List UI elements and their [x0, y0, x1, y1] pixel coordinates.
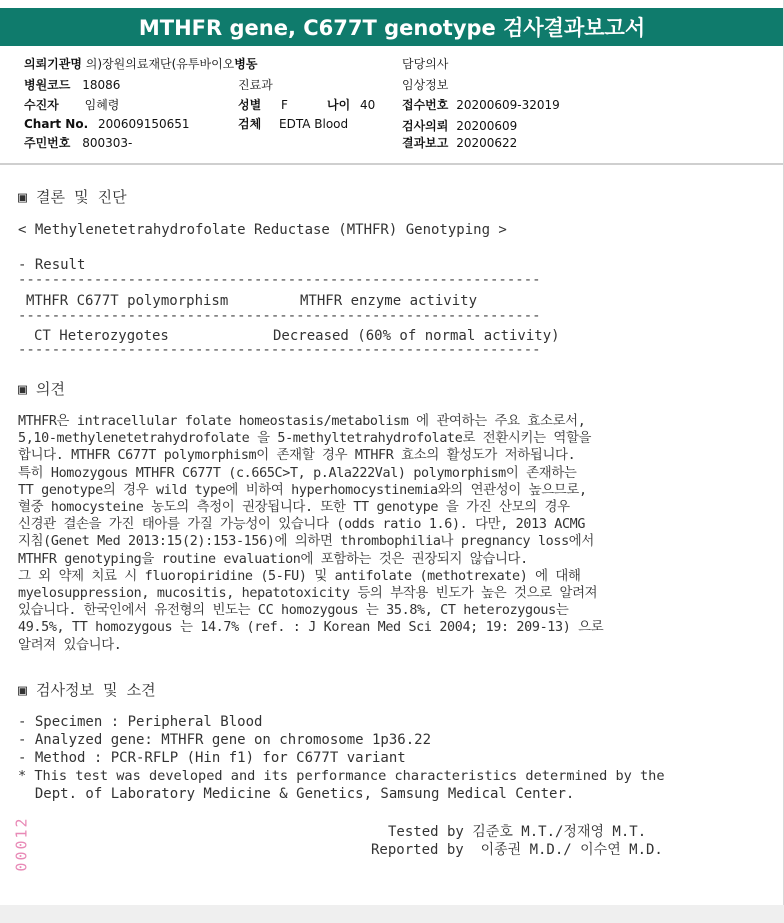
testinfo-heading: ▣ 검사정보 및 소견	[18, 681, 156, 699]
sex-value: F	[281, 98, 288, 112]
bottom-bar	[0, 905, 784, 923]
resident-no-label: 주민번호	[24, 136, 71, 150]
chart-no-value: 200609150651	[97, 117, 190, 131]
col2-header: MTHFR enzyme activity	[300, 293, 478, 309]
col1-value: CT Heterozygotes	[34, 328, 169, 344]
institution-row	[24, 55, 257, 72]
specimen-label: 검체	[238, 117, 262, 131]
department-label: 진료과	[238, 78, 273, 92]
receipt-no-label: 접수번호	[402, 98, 449, 112]
request-date-row	[402, 117, 517, 134]
clinical-info-label: 임상정보	[402, 78, 449, 92]
specimen-value: EDTA Blood	[279, 117, 349, 131]
result-label: - Result	[18, 257, 86, 273]
resident-no-value: 800303-	[82, 136, 133, 150]
report-title: MTHFR gene, C677T genotype 검사결과보고서	[0, 8, 784, 46]
specimen-line: - Specimen : Peripheral Blood	[18, 714, 263, 730]
note-line-2: Dept. of Laboratory Medicine & Genetics, Samsung Medical Center.	[18, 786, 575, 802]
col1-header: MTHFR C677T polymorphism	[26, 293, 229, 309]
hospital-code-row	[24, 76, 120, 93]
opinion-text: MTHFR은 intracellular folate homeostasis/metabolism 에 관여하는 주요 효소로서, 5,10-methylenetetrahydrofolate 을 5-methyltetrahydrofolate로 전환시키는 역할을 합니다. MTHFR C677T polymorphism이 존재할 경우 MTHFR 효소의 활성도가 저하됩니다. 특히 Homozygous MTHFR C677T (c.665C>T, p.Ala222Val) polymorphism이 존재하는 TT genotype의 경우 wild type에 비하여 hyperhomocystinemia와의 연관성이 높으므로, 혈중 homocysteine 농도의 측정이 권장됩니다. 또한 TT genotype 을 가진 산모의 경우 신경관 결손을 가진 태아를 가질 가능성이 있습니다 (odds ratio 1.6). 다만, 2013 ACMG 지침(Genet Med 2013:15(2):153-156)에 의하면 thrombophilia나 pregnancy loss에서 MTHFR genotyping을 routine evaluation에 포함하는 것은 권장되지 않습니다. 그 외 약제 치료 시 fluoropiridine (5-FU) 및 antifolate (methotrexate) 에 대해 myelosuppression, mucositis, hepatotoxicity 등의 부작용 빈도가 높은 것으로 알려져 있습니다. 한국인에서 유전형의 빈도는 CC homozygous 는 35.8%, CT heterozygous는 49.5%, TT homozygous 는 14.7% (ref. : J Korean Med Sci 2004; 19: 209-13) 으로 알려져 있습니다.	[18, 414, 604, 653]
reported-by: Reported by 이종권 M.D./ 이수연 M.D.	[371, 842, 663, 858]
note-line-1: * This test was developed and its performance characteristics determined by the	[18, 768, 665, 784]
receipt-no-value: 20200609-32019	[456, 98, 560, 112]
chart-no-label: Chart No.	[24, 117, 89, 131]
header-divider	[0, 163, 784, 165]
recipient-label: 수진자	[24, 98, 59, 112]
method-line: - Method : PCR-RFLP (Hin f1) for C677T variant	[18, 750, 406, 766]
hospital-code-label: 병원코드	[24, 78, 71, 92]
report-date-row	[402, 134, 517, 151]
ward-label: 병동	[234, 57, 258, 71]
request-date-label: 검사의뢰	[402, 119, 449, 133]
chart-no-row	[24, 117, 190, 131]
report-date-value: 20200622	[456, 136, 518, 150]
side-page-number: 00012	[12, 816, 31, 872]
receipt-no-row	[402, 96, 560, 113]
age-value: 40	[360, 98, 376, 112]
table-divider-top: --------------------------------------------------------------	[18, 272, 541, 288]
table-divider-bottom: --------------------------------------------------------------	[18, 342, 541, 358]
report-date-label: 결과보고	[402, 136, 449, 150]
col2-value: Decreased (60% of normal activity)	[273, 328, 560, 344]
sex-label: 성별	[238, 98, 262, 112]
opinion-heading: ▣ 의견	[18, 380, 66, 398]
age-row	[327, 96, 375, 113]
tested-by: Tested by 김준호 M.T./정재영 M.T.	[388, 824, 647, 840]
analyzed-gene-line: - Analyzed gene: MTHFR gene on chromosome 1p36.22	[18, 732, 432, 748]
conclusion-heading: ▣ 결론 및 진단	[18, 188, 127, 206]
recipient-value: 임혜령	[84, 98, 120, 112]
hospital-code-value: 18086	[82, 78, 121, 92]
resident-no-row	[24, 134, 132, 151]
request-date-value: 20200609	[456, 119, 518, 133]
sex-row	[238, 96, 288, 113]
age-label: 나이	[327, 98, 351, 112]
recipient-row	[24, 96, 119, 113]
test-name: < Methylenetetrahydrofolate Reductase (MTHFR) Genotyping >	[18, 222, 507, 238]
specimen-row	[238, 115, 348, 132]
table-divider-mid: --------------------------------------------------------------	[18, 308, 541, 324]
institution-value: 의)장원의료재단(유투바이오	[85, 57, 235, 71]
institution-label: 의뢰기관명	[24, 57, 82, 71]
doctor-label: 담당의사	[402, 57, 449, 71]
